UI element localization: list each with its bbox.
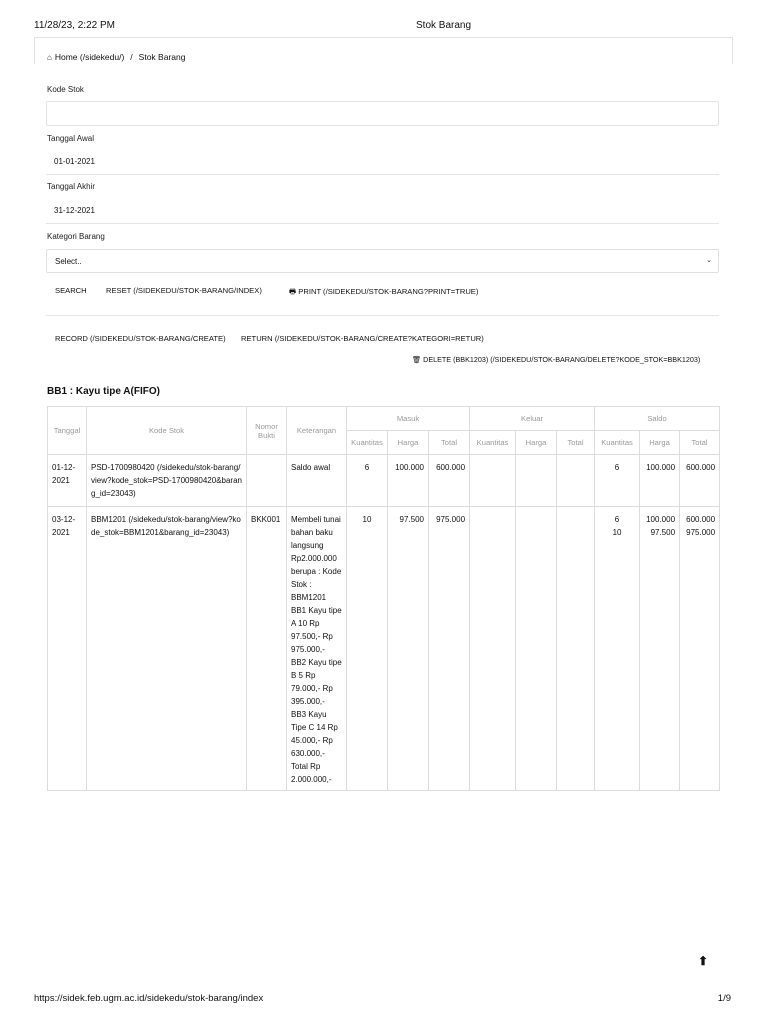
- print-url: https://sidek.feb.ugm.ac.id/sidekedu/stok-barang/index: [34, 993, 264, 1004]
- breadcrumb-home-link[interactable]: Home (/sidekedu/): [54, 52, 125, 62]
- header-saldo-harga: Harga: [640, 431, 680, 455]
- cell-kode-stok-link[interactable]: BBM1201 (/sidekedu/stok-barang/view?kode_stok=BBM1201&barang_id=23043): [87, 507, 247, 791]
- saldo-harga-line: 97.500: [650, 528, 676, 537]
- cell-saldo-kuantitas: [595, 507, 640, 791]
- header-masuk-kuantitas: Kuantitas: [347, 431, 388, 455]
- reset-button[interactable]: RESET (/SIDEKEDU/STOK-BARANG/INDEX): [106, 286, 262, 295]
- home-icon: ⌂: [47, 52, 52, 62]
- tanggal-awal-value: 01-01-2021: [54, 157, 95, 166]
- cell-keluar-harga: [516, 455, 557, 507]
- table-row: [48, 455, 720, 507]
- saldo-harga-line: 100.000: [646, 515, 676, 524]
- header-keluar-total: Total: [557, 431, 595, 455]
- breadcrumb-current: Stok Barang: [138, 52, 186, 62]
- cell-masuk-harga: 97.500: [388, 507, 429, 791]
- saldo-total-line: 600.000: [686, 463, 716, 472]
- cell-kode-stok-link[interactable]: PSD-1700980420 (/sidekedu/stok-barang/view?kode_stok=PSD-1700980420&barang_id=23043): [87, 455, 247, 507]
- saldo-kuantitas-line: 10: [612, 528, 622, 537]
- header-tanggal: Tanggal: [48, 407, 87, 455]
- trash-icon: 🗑: [412, 355, 422, 364]
- cell-nomor-bukti: BKK001: [247, 507, 287, 791]
- print-datetime: 11/28/23, 2:22 PM: [34, 20, 115, 31]
- section-title: BB1 : Kayu tipe A(FIFO): [47, 386, 160, 397]
- header-keluar: Keluar: [470, 407, 595, 431]
- cell-saldo-total: [680, 455, 720, 507]
- header-masuk: Masuk: [347, 407, 470, 431]
- header-saldo-kuantitas: Kuantitas: [595, 431, 640, 455]
- tanggal-awal-label: Tanggal Awal: [47, 134, 94, 143]
- cell-tanggal: 01-12-2021: [48, 455, 87, 507]
- saldo-total-line: 600.000: [686, 515, 716, 524]
- cell-saldo-total: [680, 507, 720, 791]
- cell-keluar-total: [557, 455, 595, 507]
- arrow-up-icon[interactable]: ⬆: [698, 954, 709, 968]
- cell-masuk-kuantitas: 10: [347, 507, 388, 791]
- kategori-barang-select[interactable]: [46, 249, 719, 273]
- cell-keluar-kuantitas: [470, 455, 516, 507]
- tanggal-awal-input[interactable]: [46, 151, 719, 175]
- divider: [46, 315, 719, 316]
- cell-nomor-bukti: [247, 455, 287, 507]
- breadcrumb-separator: /: [130, 52, 133, 62]
- tanggal-akhir-value: 31-12-2021: [54, 206, 95, 215]
- cell-masuk-total: 975.000: [429, 507, 470, 791]
- header-nomor-bukti: Nomor Bukti: [247, 407, 287, 455]
- cell-saldo-kuantitas: [595, 455, 640, 507]
- print-doc-title: Stok Barang: [416, 20, 472, 31]
- header-masuk-harga: Harga: [388, 431, 429, 455]
- cell-masuk-harga: 100.000: [388, 455, 429, 507]
- kategori-barang-label: Kategori Barang: [47, 232, 105, 241]
- print-header: [34, 20, 734, 34]
- table-row: [48, 507, 720, 791]
- delete-button[interactable]: [412, 355, 700, 364]
- kode-stok-label: Kode Stok: [47, 85, 84, 94]
- cell-keluar-harga: [516, 507, 557, 791]
- printer-icon: 🖶: [289, 287, 297, 296]
- cell-masuk-total: 600.000: [429, 455, 470, 507]
- header-keluar-kuantitas: Kuantitas: [470, 431, 516, 455]
- saldo-total-line: 975.000: [686, 528, 716, 537]
- print-button[interactable]: [289, 286, 478, 299]
- search-button[interactable]: SEARCH: [55, 286, 87, 295]
- stok-table: [47, 406, 720, 791]
- cell-keterangan: Saldo awal: [287, 455, 347, 507]
- cell-saldo-harga: [640, 455, 680, 507]
- chevron-down-icon: ⌄: [706, 257, 712, 264]
- header-keterangan: Keterangan: [287, 407, 347, 455]
- cell-keterangan: Membeli tunai bahan baku langsung Rp2.000.000 berupa : Kode Stok : BBM1201 BB1 Kayu tipe A 10 Rp 97.500,- Rp 975.000,- BB2 Kayu tipe B 5 Rp 79.000,- Rp 395.000,- BB3 Kayu Tipe C 14 Rp 45.000,- Rp 630.000,- Total Rp 2.000.000,-: [287, 507, 347, 791]
- kode-stok-input[interactable]: [46, 101, 719, 126]
- tanggal-akhir-input[interactable]: [46, 200, 719, 224]
- delete-button-label: DELETE (BBK1203) (/SIDEKEDU/STOK-BARANG/DELETE?KODE_STOK=BBK1203): [423, 355, 701, 364]
- breadcrumb-panel: [34, 37, 733, 64]
- header-saldo: Saldo: [595, 407, 720, 431]
- breadcrumb: [47, 52, 185, 62]
- record-button[interactable]: RECORD (/SIDEKEDU/STOK-BARANG/CREATE): [55, 334, 226, 343]
- saldo-harga-line: 100.000: [646, 463, 676, 472]
- saldo-kuantitas-line: 6: [614, 463, 620, 472]
- header-kode-stok: Kode Stok: [87, 407, 247, 455]
- header-masuk-total: Total: [429, 431, 470, 455]
- cell-saldo-harga: [640, 507, 680, 791]
- header-saldo-total: Total: [680, 431, 720, 455]
- cell-masuk-kuantitas: 6: [347, 455, 388, 507]
- saldo-kuantitas-line: 6: [614, 515, 620, 524]
- return-button[interactable]: RETURN (/SIDEKEDU/STOK-BARANG/CREATE?KATEGORI=RETUR): [241, 334, 484, 343]
- cell-keluar-kuantitas: [470, 507, 516, 791]
- cell-keluar-total: [557, 507, 595, 791]
- tanggal-akhir-label: Tanggal Akhir: [47, 182, 96, 191]
- cell-tanggal: 03-12-2021: [48, 507, 87, 791]
- print-button-label: PRINT (/SIDEKEDU/STOK-BARANG?PRINT=TRUE): [298, 287, 479, 296]
- kategori-barang-selected: Select..: [55, 257, 82, 266]
- print-page-number: 1/9: [717, 993, 731, 1004]
- header-keluar-harga: Harga: [516, 431, 557, 455]
